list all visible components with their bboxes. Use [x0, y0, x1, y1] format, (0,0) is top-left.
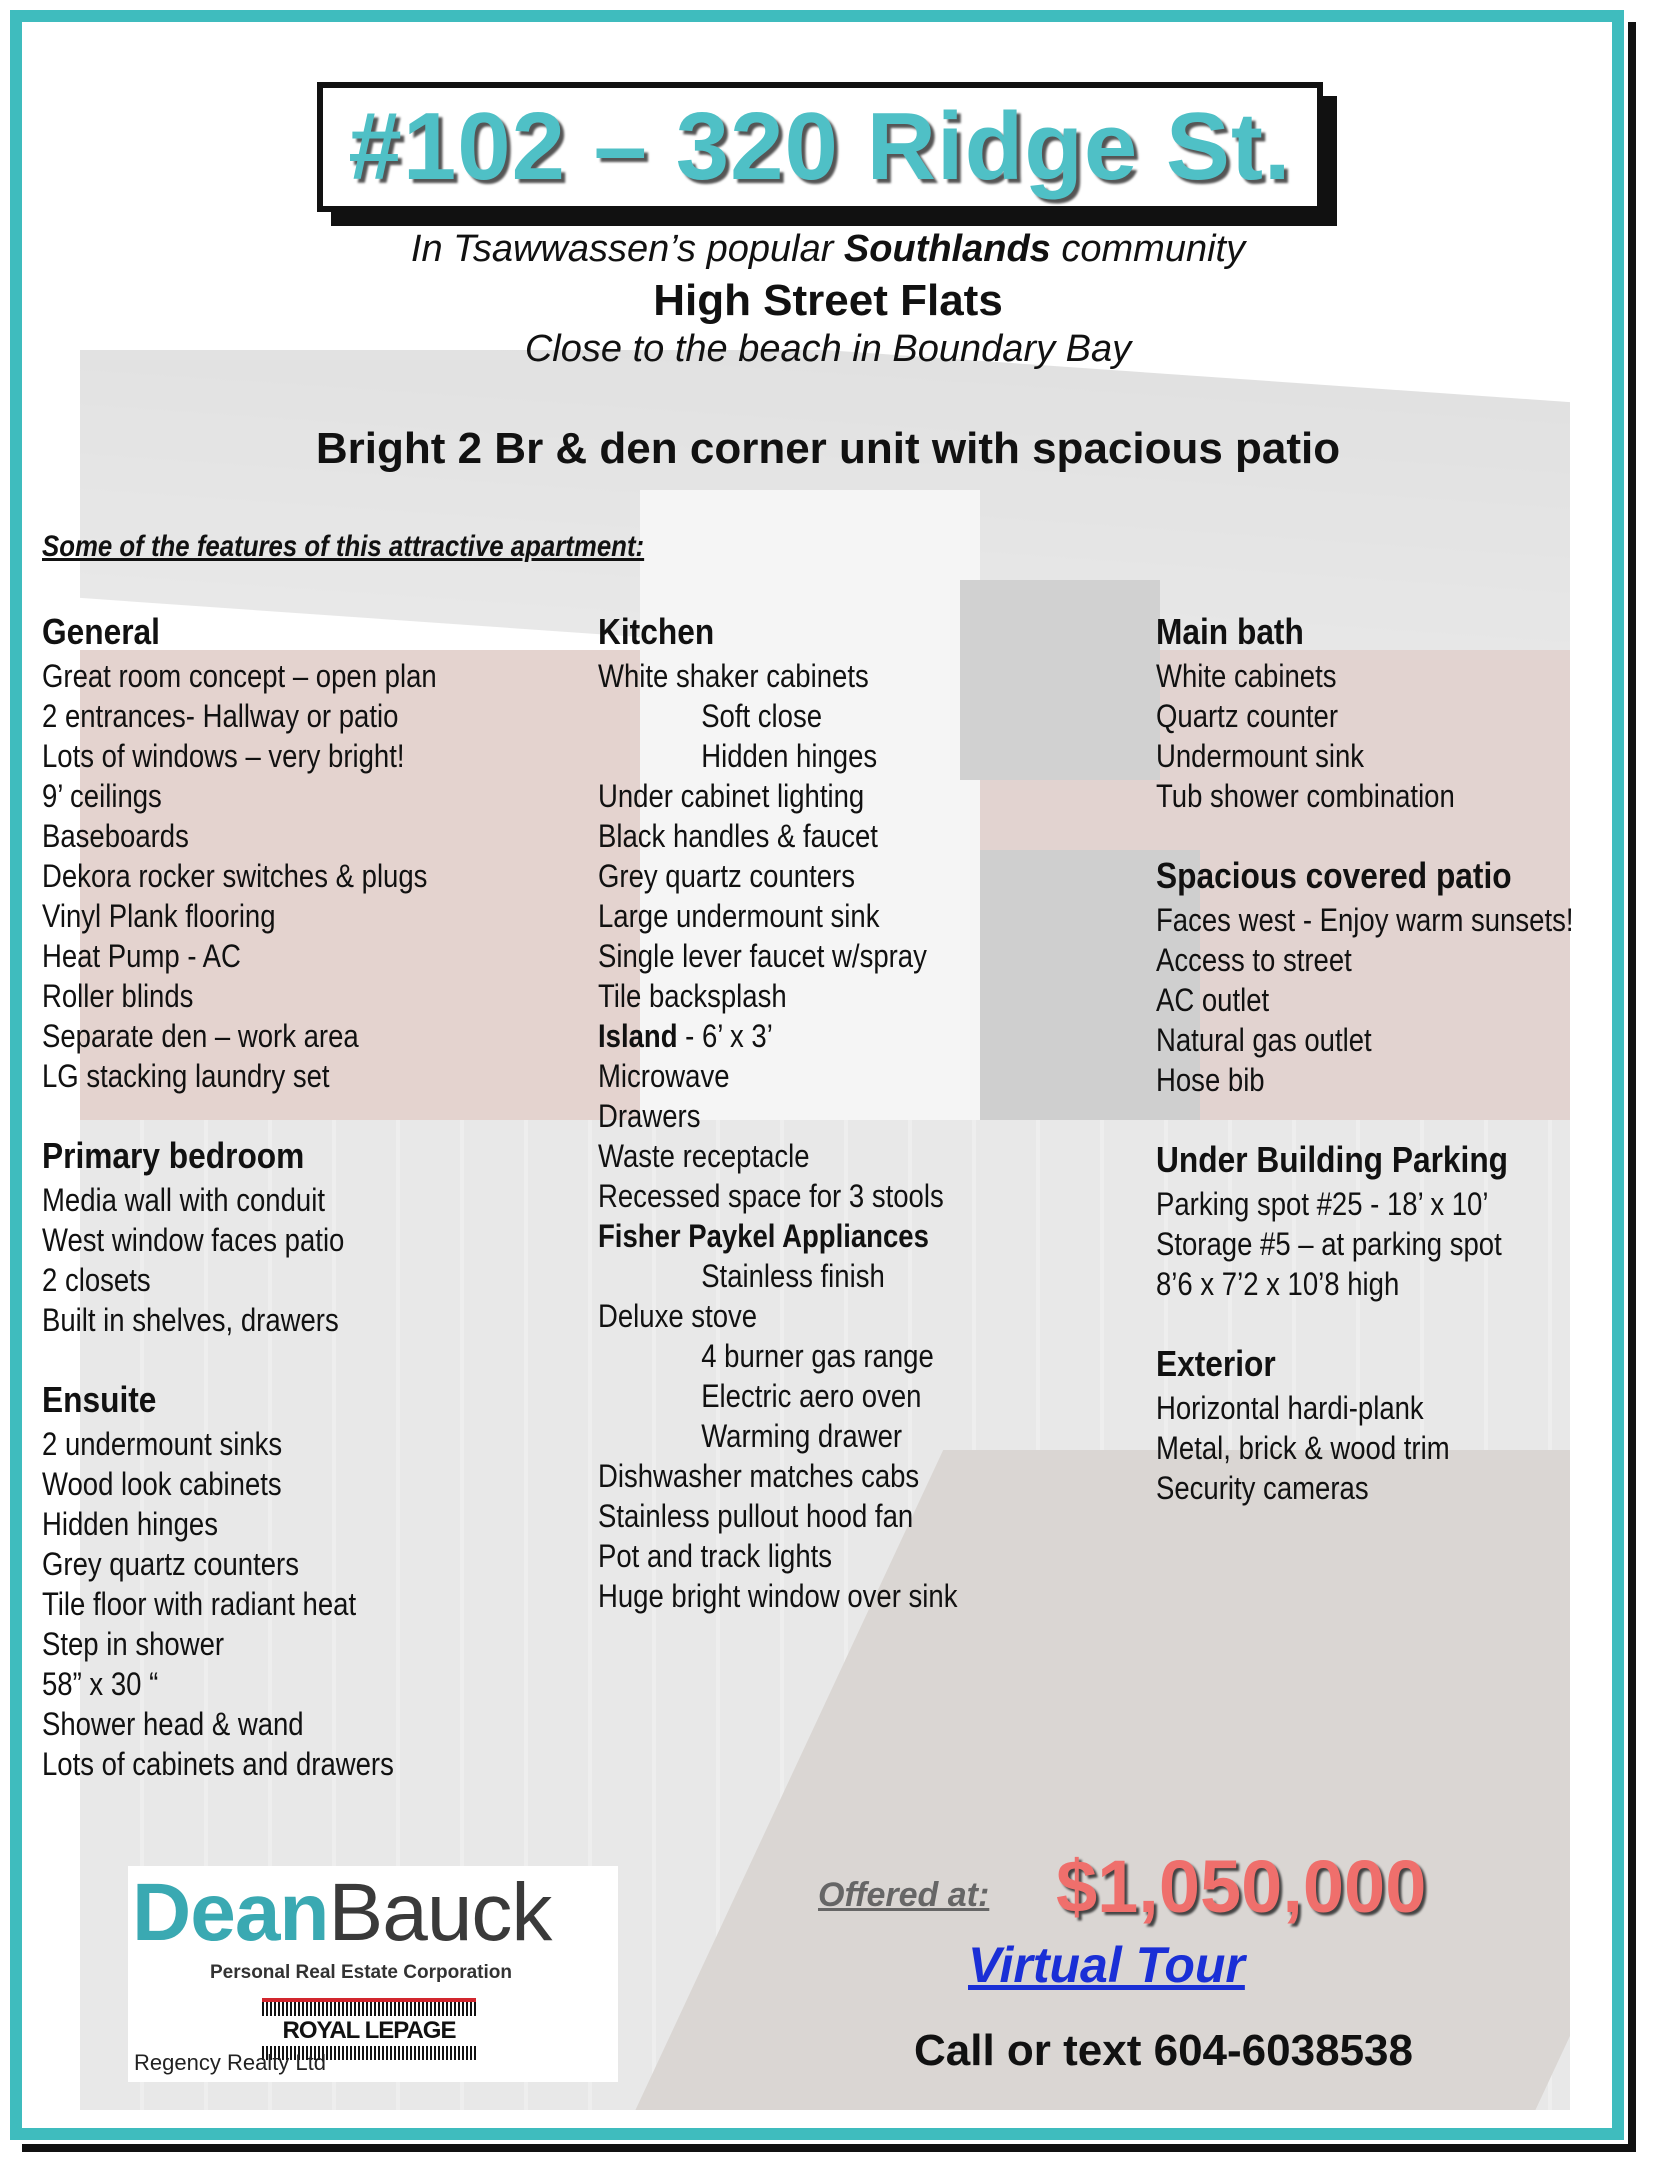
feature-item: Deluxe stove: [598, 1298, 758, 1334]
price: $1,050,000: [1056, 1845, 1427, 1928]
feature-item: Hidden hinges: [701, 738, 878, 774]
feature-item: Electric aero oven: [701, 1378, 922, 1414]
feature-item: Hose bib: [1156, 1062, 1265, 1098]
section-title: Main bath: [1156, 611, 1304, 652]
office-name: Regency Realty Ltd: [134, 2050, 326, 2075]
feature-item: Step in shower: [42, 1626, 225, 1662]
feature-item: Vinyl Plank flooring: [42, 898, 276, 934]
feature-item: Tile floor with radiant heat: [42, 1586, 357, 1622]
feature-item: Roller blinds: [42, 978, 194, 1014]
feature-column-2: [598, 608, 1016, 1616]
feature-item: Faces west - Enjoy warm sunsets!: [1156, 902, 1574, 938]
section-title: Exterior: [1156, 1343, 1276, 1384]
complex-name: High Street Flats: [653, 276, 1003, 325]
feature-item: White cabinets: [1156, 658, 1337, 694]
feature-item: Huge bright window over sink: [598, 1578, 958, 1614]
section-title: Ensuite: [42, 1379, 157, 1420]
feature-item: Pot and track lights: [598, 1538, 833, 1574]
headline: Bright 2 Br & den corner unit with spacious patio: [315, 424, 1341, 473]
feature-item: Quartz counter: [1156, 698, 1339, 734]
feature-item: Tub shower combination: [1156, 778, 1455, 814]
feature-item: Dishwasher matches cabs: [598, 1458, 920, 1494]
feature-item: Metal, brick & wood trim: [1156, 1430, 1450, 1466]
feature-item: 8’6 x 7’2 x 10’8 high: [1156, 1266, 1400, 1302]
section-title: Kitchen: [598, 611, 715, 652]
feature-item: Microwave: [598, 1058, 730, 1094]
feature-item: Hidden hinges: [42, 1506, 218, 1542]
logo-wordmark: DeanBauck: [132, 1867, 552, 1958]
feature-item: Large undermount sink: [598, 898, 880, 934]
feature-item: Fisher Paykel Appliances: [598, 1218, 929, 1254]
feature-item: Single lever faucet w/spray: [598, 938, 927, 974]
feature-item: Separate den – work area: [42, 1018, 359, 1054]
feature-item: AC outlet: [1156, 982, 1270, 1018]
feature-column-3: [1156, 608, 1641, 1508]
feature-item: Shower head & wand: [42, 1706, 304, 1742]
feature-item: Built in shelves, drawers: [42, 1302, 339, 1338]
feature-item: Waste receptacle: [598, 1138, 810, 1174]
feature-item: West window faces patio: [42, 1222, 345, 1258]
feature-item: Heat Pump - AC: [42, 938, 241, 974]
feature-item: LG stacking laundry set: [42, 1058, 330, 1094]
contact-phone: Call or text 604-6038538: [914, 2026, 1413, 2075]
feature-item: Wood look cabinets: [42, 1466, 282, 1502]
community-line: In Tsawwassen’s popular Southlands community: [410, 228, 1246, 270]
feature-item: Access to street: [1156, 942, 1352, 978]
section-title: Primary bedroom: [42, 1135, 305, 1176]
feature-column-1: [42, 608, 501, 1784]
logo-subtitle: Personal Real Estate Corporation: [210, 1962, 512, 1983]
feature-item: Island - 6’ x 3’: [598, 1018, 773, 1054]
feature-item: 2 entrances- Hallway or patio: [42, 698, 399, 734]
virtual-tour-link[interactable]: Virtual Tour: [968, 1937, 1245, 1993]
section-title: Spacious covered patio: [1156, 855, 1512, 896]
location-line: Close to the beach in Boundary Bay: [524, 328, 1132, 370]
feature-item: Horizontal hardi-plank: [1156, 1390, 1424, 1426]
feature-item: Recessed space for 3 stools: [598, 1178, 944, 1214]
feature-item: 9’ ceilings: [42, 778, 162, 814]
offered-label: Offered at:: [818, 1876, 990, 1914]
feature-item: Great room concept – open plan: [42, 658, 437, 694]
feature-item: Drawers: [598, 1098, 701, 1134]
page-title: #102 – 320 Ridge St.: [348, 93, 1292, 200]
feature-item: Dekora rocker switches & plugs: [42, 858, 428, 894]
feature-item: Parking spot #25 - 18’ x 10’: [1156, 1186, 1489, 1222]
features-intro: Some of the features of this attractive apartment:: [42, 530, 645, 563]
feature-item: Warming drawer: [701, 1418, 903, 1454]
brokerage-name: ROYAL LEPAGE: [262, 2016, 476, 2046]
feature-item: Black handles & faucet: [598, 818, 878, 854]
feature-item: Lots of cabinets and drawers: [42, 1746, 394, 1782]
title-box: [317, 82, 1323, 212]
feature-item: Tile backsplash: [598, 978, 787, 1014]
section-title: General: [42, 611, 160, 652]
feature-item: Grey quartz counters: [42, 1546, 299, 1582]
feature-item: Grey quartz counters: [598, 858, 855, 894]
feature-item: 2 closets: [42, 1262, 151, 1298]
feature-item: Storage #5 – at parking spot: [1156, 1226, 1502, 1262]
feature-item: 58” x 30 “: [42, 1666, 159, 1702]
feature-item: 2 undermount sinks: [42, 1426, 283, 1462]
feature-item: Security cameras: [1156, 1470, 1369, 1506]
section-title: Under Building Parking: [1156, 1139, 1509, 1180]
feature-item: Natural gas outlet: [1156, 1022, 1372, 1058]
feature-item: 4 burner gas range: [701, 1338, 934, 1374]
feature-item: Soft close: [701, 698, 823, 734]
feature-item: Baseboards: [42, 818, 189, 854]
feature-item: Media wall with conduit: [42, 1182, 325, 1218]
feature-item: White shaker cabinets: [598, 658, 869, 694]
feature-item: Undermount sink: [1156, 738, 1365, 774]
feature-item: Under cabinet lighting: [598, 778, 865, 814]
feature-item: Stainless finish: [701, 1258, 885, 1294]
feature-item: Stainless pullout hood fan: [598, 1498, 914, 1534]
feature-item: Lots of windows – very bright!: [42, 738, 405, 774]
